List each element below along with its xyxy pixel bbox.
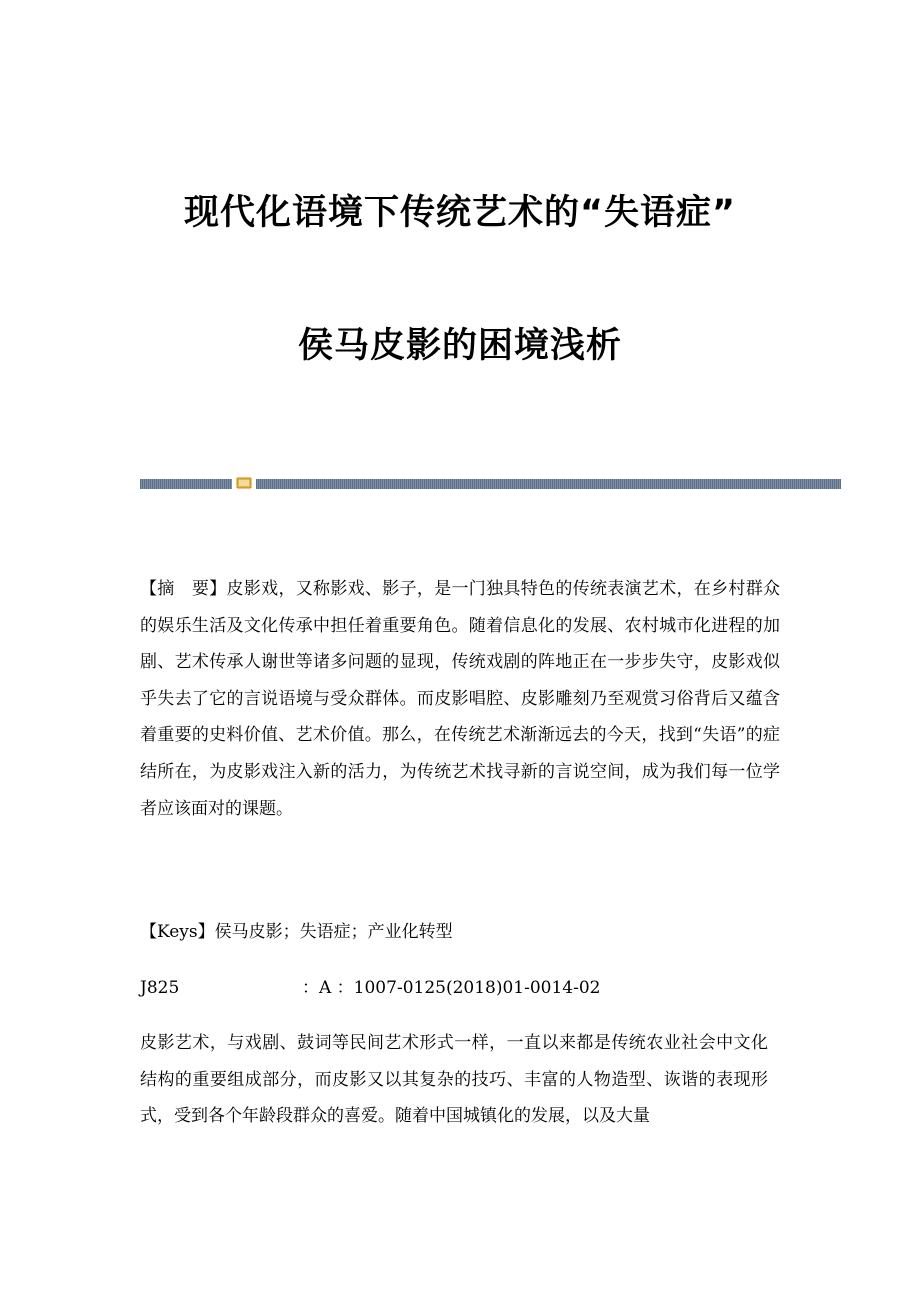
document-title-line-1: 现代化语境下传统艺术的“失语症” [183,193,736,233]
abstract-paragraph: 【摘 要】皮影戏，又称影戏、影子，是一门独具特色的传统表演艺术，在乡村群众的娱乐生活及文化传承中担任着重要角色。随着信息化的发展、农村城市化进程的加剧、艺术传承人谢世等诸多问题的显现，传统戏剧的阵地正在一步步失守，皮影戏似乎失去了它的言说语境与受众群体。而皮影唱腔、皮影雕刻乃至观赏习俗背后又蕴含着重要的史料价值、艺术价值。那么，在传统艺术渐渐远去的今天，找到“失语”的症结所在，为皮影戏注入新的活力，为传统艺术找寻新的言说空间，成为我们每一位学者应该面对的课题。 [140,579,780,819]
title-divider-right [256,479,841,489]
document-title-line-2: 侯马皮影的困境浅析 [297,326,622,366]
intro-paragraph: 皮影艺术，与戏剧、鼓词等民间艺术形式一样，一直以来都是传统农业社会中文化结构的重要组成部分，而皮影又以其复杂的技巧、丰富的人物造型、诙谐的表现形式，受到各个年龄段群众的喜爱。随着中国城镇化的发展，以及大量 [140,1033,768,1127]
keywords-line: 【Keys】侯马皮影；失语症；产业化转型 [140,922,453,942]
classification-code: J825 [140,978,180,998]
document-code: ：A ：1007-0125(2018)01-0014-02 [302,978,601,998]
divider-ornament-icon [236,476,252,490]
title-divider-left [140,479,232,489]
classification-line [140,970,780,1007]
